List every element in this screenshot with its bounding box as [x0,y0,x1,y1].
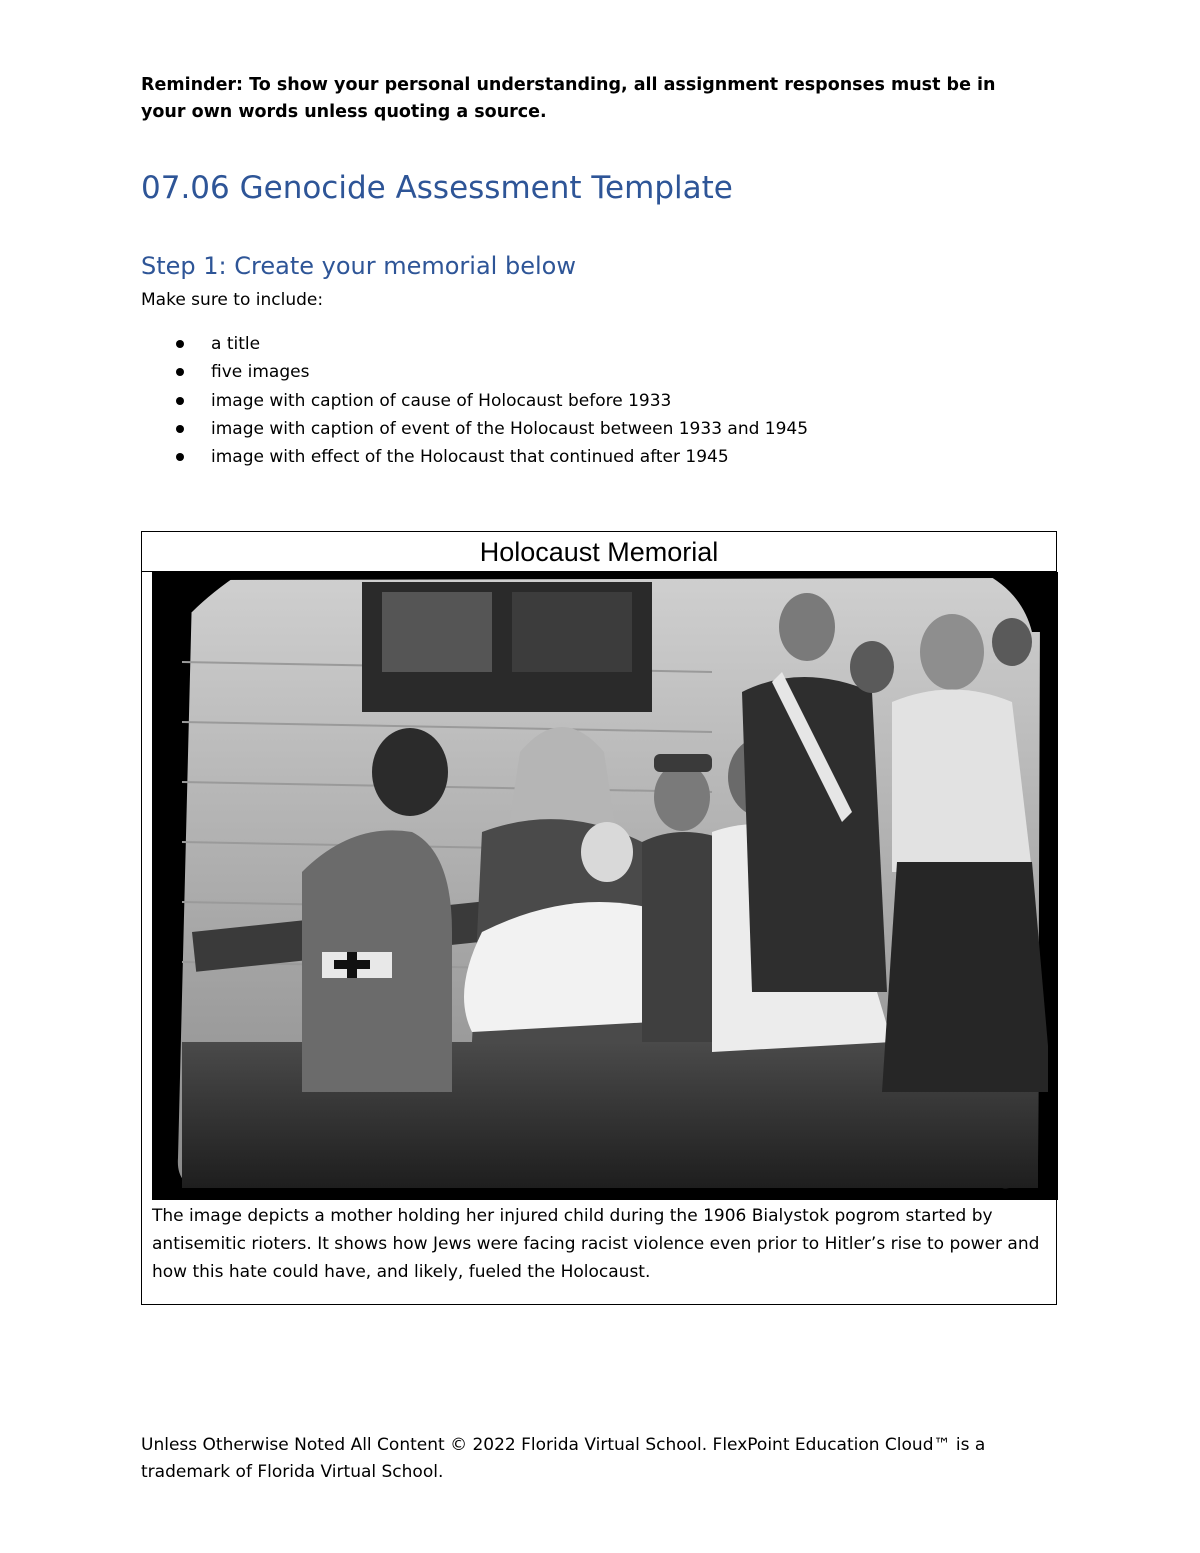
photo-illustration [152,572,1048,1200]
list-item [141,387,808,415]
bullet-icon [176,340,184,348]
page-title: 07.06 Genocide Assessment Template [141,170,733,206]
bullet-icon [176,453,184,461]
requirements-list [141,330,808,471]
list-item [141,330,808,358]
list-item [141,415,808,443]
step1-heading: Step 1: Create your memorial below [141,252,576,280]
bullet-icon [176,368,184,376]
memorial-caption: The image depicts a mother holding her injured child during the 1906 Bialystok pogrom started by antisemitic rioters. It shows how Jews were facing racist violence even prior to Hitler’s rise to power and how this hate could have, and likely, fueled the Holocaust. [152,1206,1040,1282]
reminder-text: Reminder: To show your personal understanding, all assignment responses must be in your own words unless quoting a source. [141,75,996,122]
step1-intro: Make sure to include: [141,290,324,310]
memorial-photo [152,572,1058,1200]
list-item-text: five images [211,362,310,383]
bullet-icon [176,425,184,433]
list-item-text: image with caption of event of the Holocaust between 1933 and 1945 [211,418,809,439]
list-item-text: a title [211,334,261,354]
memorial-title: Holocaust Memorial [142,533,1056,572]
list-item [141,358,808,386]
bullet-icon [176,397,184,405]
memorial-table [141,531,1057,1305]
list-item-text: image with effect of the Holocaust that continued after 1945 [211,447,729,468]
footer-copyright: Unless Otherwise Noted All Content © 2022 Florida Virtual School. FlexPoint Education Cloud™ is a trademark of Florida Virtual School. [141,1435,986,1482]
list-item-text: image with caption of cause of Holocaust before 1933 [211,390,672,411]
list-item [141,443,808,471]
